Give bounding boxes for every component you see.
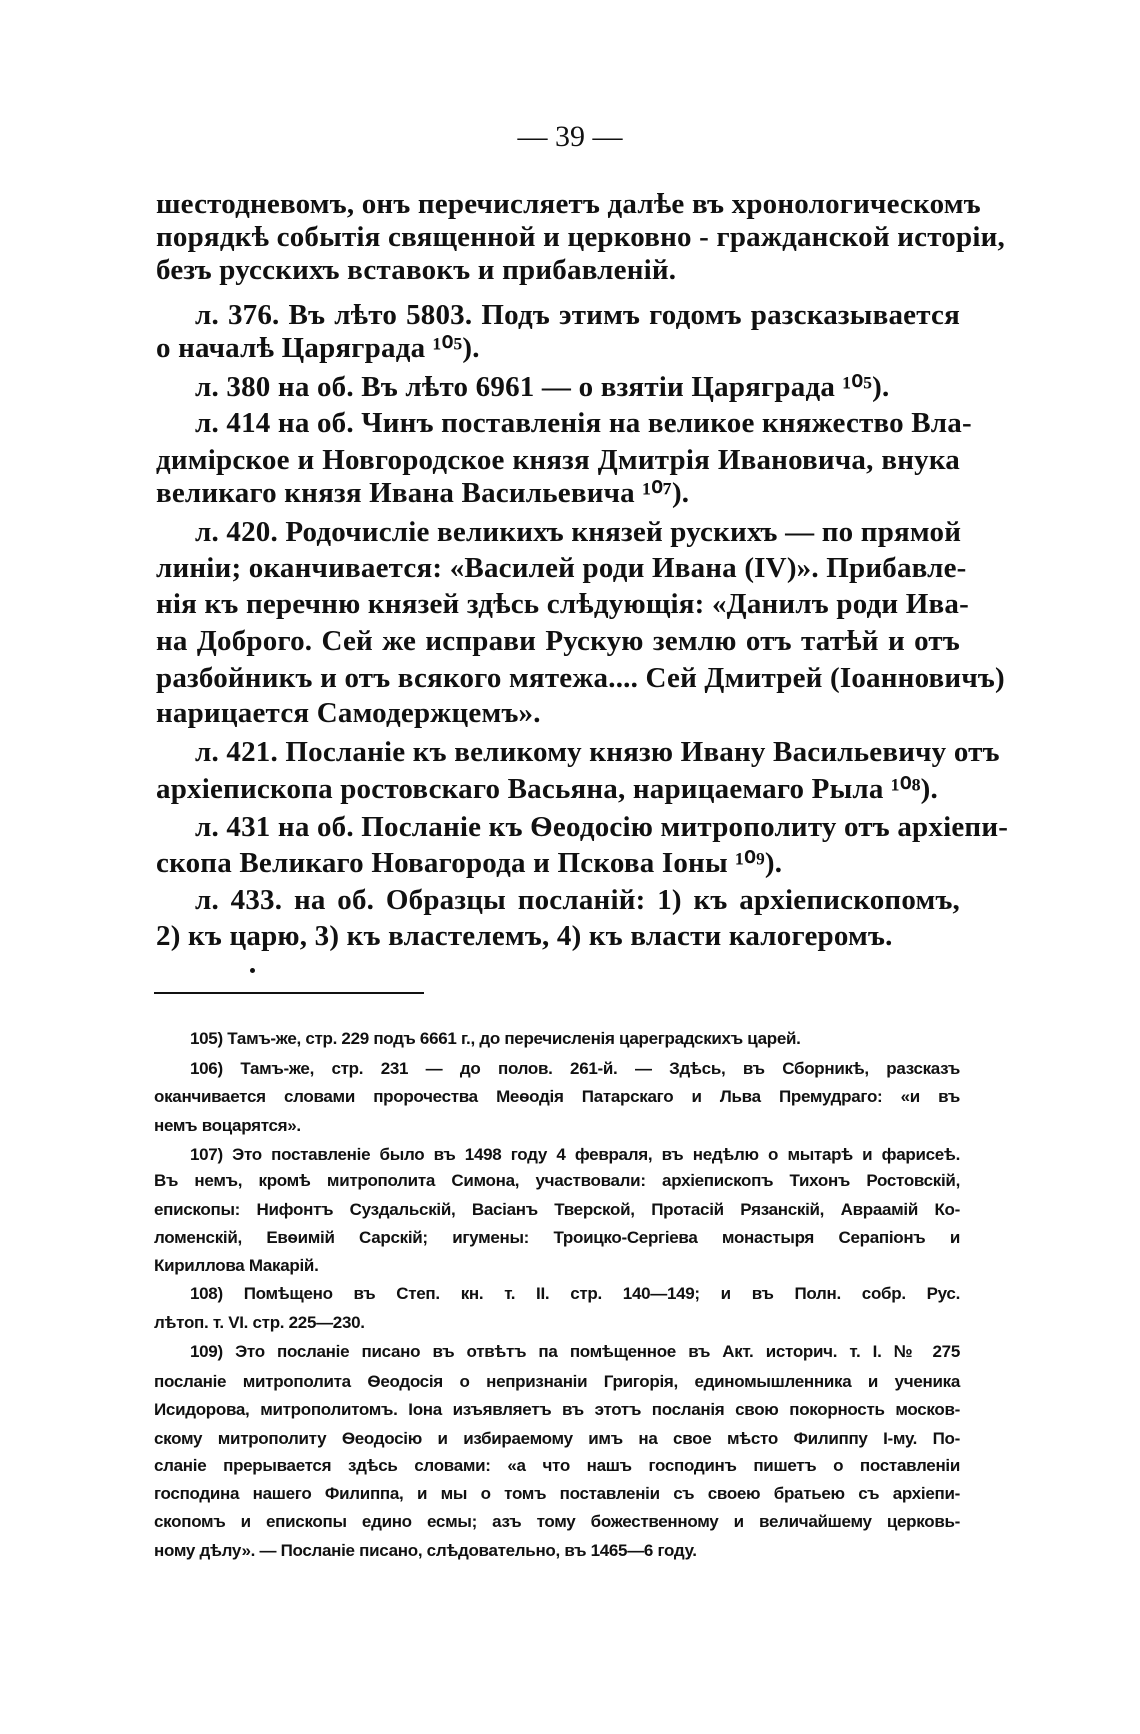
text-line: нарицается Самодержцемъ».: [156, 697, 541, 729]
text-line: л. 414 на об. Чинъ поставленія на великое княжество Вла-: [195, 407, 972, 439]
text-line: о началѣ Царяграда ¹⁰⁵).: [156, 332, 480, 364]
text-line: порядкѣ событія священной и церковно - гражданской исторіи,: [156, 221, 1005, 253]
text-line: л. 431 на об. Посланіе къ Ѳеодосію митрополиту отъ архіепи-: [195, 811, 1009, 843]
footnote-line: посланіе митрополита Ѳеодосія о непризнаніи Григорія, единомышленника и ученика: [154, 1372, 960, 1391]
text-line: на Доброго. Сей же исправи Рускую землю отъ татѣй и отъ: [156, 625, 960, 657]
footnote-line: Исидорова, митрополитомъ. Іона изъявляетъ въ этотъ посланія свою покорность москов-: [154, 1400, 960, 1419]
text-line: л. 421. Посланіе къ великому князю Ивану Васильевичу отъ: [195, 736, 1000, 768]
footnote-line: ному дѣлу». — Посланіе писано, слѣдовательно, въ 1465—6 году.: [154, 1541, 697, 1560]
text-line: л. 433. на об. Образцы посланій: 1) къ архіепископомъ,: [195, 884, 960, 916]
footnote-line: 109) Это посланіе писано въ отвѣтъ па помѣщенное въ Акт. историч. т. I. № 275: [190, 1342, 960, 1361]
footnote-line: господина нашего Филиппа, и мы о томъ поставленіи съ своею братьею съ архіепи-: [154, 1484, 960, 1503]
text-line: шестодневомъ, онъ перечисляетъ далѣе въ хронологическомъ: [156, 188, 981, 220]
footnote-line: епископы: Нифонтъ Суздальскій, Васіанъ Тверской, Протасій Рязанскій, Авраамій Ко-: [154, 1200, 960, 1219]
footnote-line: сланіе прерывается здѣсь словами: «а что нашъ господинъ пишетъ о поставленіи: [154, 1456, 960, 1475]
footnote-line: немъ воцарятся».: [154, 1116, 301, 1135]
footnote-line: Въ немъ, кромѣ митрополита Симона, участвовали: архіепископъ Тихонъ Ростовскій,: [154, 1171, 960, 1190]
text-line: скопа Великаго Новагорода и Пскова Іоны ¹⁰⁹).: [156, 847, 783, 879]
ink-speck: [250, 968, 255, 973]
footnote-line: 107) Это поставленіе было въ 1498 году 4 февраля, въ недѣлю о мытарѣ и фарисеѣ.: [190, 1145, 960, 1164]
footnote-line: 105) Тамъ-же, стр. 229 подъ 6661 г., до перечисленія цареградскихъ царей.: [190, 1029, 801, 1048]
footnote-line: скопомъ и епископы едино есмы; азъ тому божественному и величайшему церковь-: [154, 1512, 960, 1531]
text-line: л. 420. Родочисліе великихъ князей рускихъ — по прямой: [195, 516, 962, 548]
text-line: л. 376. Въ лѣто 5803. Подъ этимъ годомъ разсказывается: [195, 299, 960, 331]
text-line: разбойникъ и отъ всякого мятежа.... Сей Дмитрей (Іоанновичъ): [156, 662, 1005, 694]
footnote-line: лѣтоп. т. VI. стр. 225—230.: [154, 1313, 365, 1332]
footnote-line: 108) Помѣщено въ Степ. кн. т. II. стр. 140—149; и въ Полн. собр. Рус.: [190, 1284, 960, 1303]
page-number: — 39 —: [517, 120, 623, 153]
text-line: архіепископа ростовскаго Васьяна, нарицаемаго Рыла ¹⁰⁸).: [156, 773, 938, 805]
footnote-line: Кириллова Макарій.: [154, 1256, 319, 1275]
text-line: нія къ перечню князей здѣсь слѣдующія: «Данилъ роди Ива-: [156, 588, 969, 620]
text-line: великаго князя Ивана Васильевича ¹⁰⁷).: [156, 477, 690, 509]
text-line: безъ русскихъ вставокъ и прибавленій.: [156, 254, 677, 286]
footnote-line: оканчивается словами пророчества Меѳодія Патарскаго и Льва Премудраго: «и въ: [154, 1087, 960, 1106]
footnote-line: ломенскій, Евѳимій Сарскій; игумены: Троицко-Сергіева монастыря Серапіонъ и: [154, 1228, 960, 1247]
text-line: л. 380 на об. Въ лѣто 6961 — о взятіи Царяграда ¹⁰⁵).: [195, 371, 890, 403]
footnote-separator: [154, 992, 424, 994]
text-line: димірское и Новгородское князя Дмитрія Ивановича, внука: [156, 444, 960, 476]
text-line: линіи; оканчивается: «Василей роди Ивана (IV)». Прибавле-: [156, 552, 967, 584]
footnote-line: 106) Тамъ-же, стр. 231 — до полов. 261-й. — Здѣсь, въ Сборникѣ, разсказъ: [190, 1059, 960, 1078]
text-line: 2) къ царю, 3) къ властелемъ, 4) къ власти калогеромъ.: [156, 920, 893, 952]
footnote-line: скому митрополиту Ѳеодосію и избираемому имъ на свое мѣсто Филиппу I-му. По-: [154, 1429, 960, 1448]
